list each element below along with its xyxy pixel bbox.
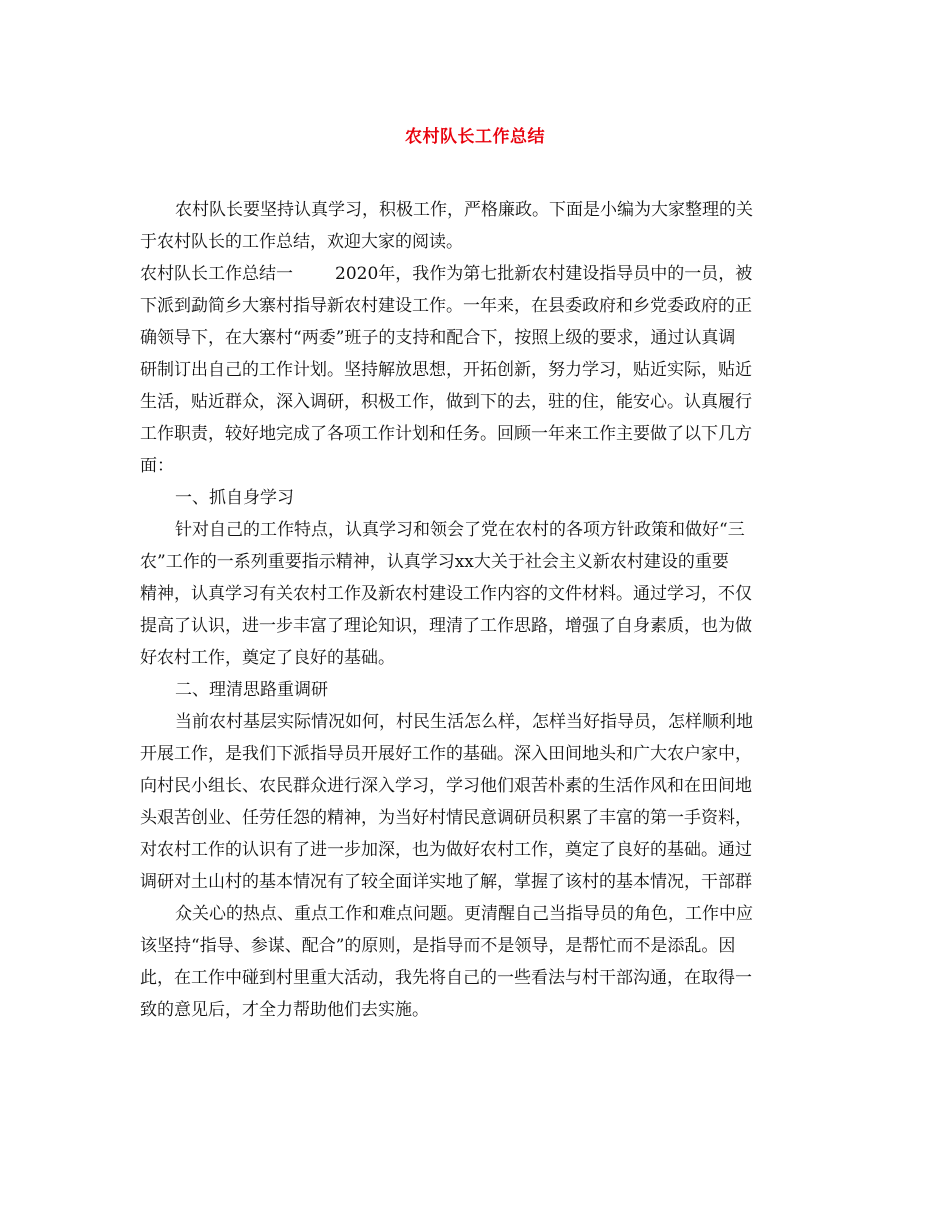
paragraph-line: 致的意见后，才全力帮助他们去实施。 [140,1000,429,1020]
paragraph-line: 研制订出自己的工作计划。坚持解放思想，开拓创新，努力学习，贴近实际，贴近 [140,360,752,380]
paragraph-line: 农”工作的一系列重要指示精神，认真学习xx大关于社会主义新农村建设的重要 [140,552,729,572]
paragraph-line: 调研对土山村的基本情况有了较全面详实地了解，掌握了该村的基本情况，干部群 [140,872,752,892]
paragraph-line: 众关心的热点、重点工作和难点问题。更清醒自己当指导员的角色，工作中应 [175,904,753,924]
paragraph-line: 当前农村基层实际情况如何，村民生活怎么样，怎样当好指导员，怎样顺利地 [175,712,753,732]
section-heading: 一、抓自身学习 [175,488,294,508]
paragraph-line: 对农村工作的认识有了进一步加深，也为做好农村工作，奠定了良好的基础。通过 [140,840,752,860]
paragraph-line: 开展工作，是我们下派指导员开展好工作的基础。深入田间地头和广大农户家中， [140,744,752,764]
paragraph-line: 好农村工作，奠定了良好的基础。 [140,648,395,668]
paragraph-text: 2020年，我作为第七批新农村建设指导员中的一员，被 [335,264,753,284]
paragraph-line: 下派到勐简乡大寨村指导新农村建设工作。一年来，在县委政府和乡党委政府的正 [140,296,752,316]
paragraph-line: 向村民小组长、农民群众进行深入学习，学习他们艰苦朴素的生活作风和在田间地 [140,776,752,796]
paragraph-line: 提高了认识，进一步丰富了理论知识，理清了工作思路，增强了自身素质，也为做 [140,616,752,636]
paragraph-line: 针对自己的工作特点，认真学习和领会了党在农村的各项方针政策和做好“三 [175,520,745,540]
paragraph-line: 该坚持“指导、参谋、配合”的原则，是指导而不是领导，是帮忙而不是添乱。因 [140,936,736,956]
paragraph-line: 农村队长要坚持认真学习，积极工作，严格廉政。下面是小编为大家整理的关 [175,200,753,220]
paragraph-line: 精神，认真学习有关农村工作及新农村建设工作内容的文件材料。通过学习，不仅 [140,584,752,604]
paragraph-line: 确领导下，在大寨村“两委”班子的支持和配合下，按照上级的要求，通过认真调 [140,328,736,348]
paragraph-line: 此，在工作中碰到村里重大活动，我先将自己的一些看法与村干部沟通，在取得一 [140,968,752,988]
section-heading: 农村队长工作总结一 [140,264,293,284]
paragraph-line [140,262,830,286]
paragraph-line: 面： [140,456,174,476]
paragraph-line: 工作职责，较好地完成了各项工作计划和任务。回顾一年来工作主要做了以下几方 [140,424,752,444]
section-heading: 二、理清思路重调研 [175,680,328,700]
paragraph-line: 于农村队长的工作总结，欢迎大家的阅读。 [140,232,463,252]
document-title: 农村队长工作总结 [405,127,545,147]
paragraph-line: 头艰苦创业、任劳任怨的精神，为当好村情民意调研员积累了丰富的第一手资料， [140,808,752,828]
paragraph-line: 生活，贴近群众，深入调研，积极工作，做到下的去，驻的住，能安心。认真履行 [140,392,752,412]
